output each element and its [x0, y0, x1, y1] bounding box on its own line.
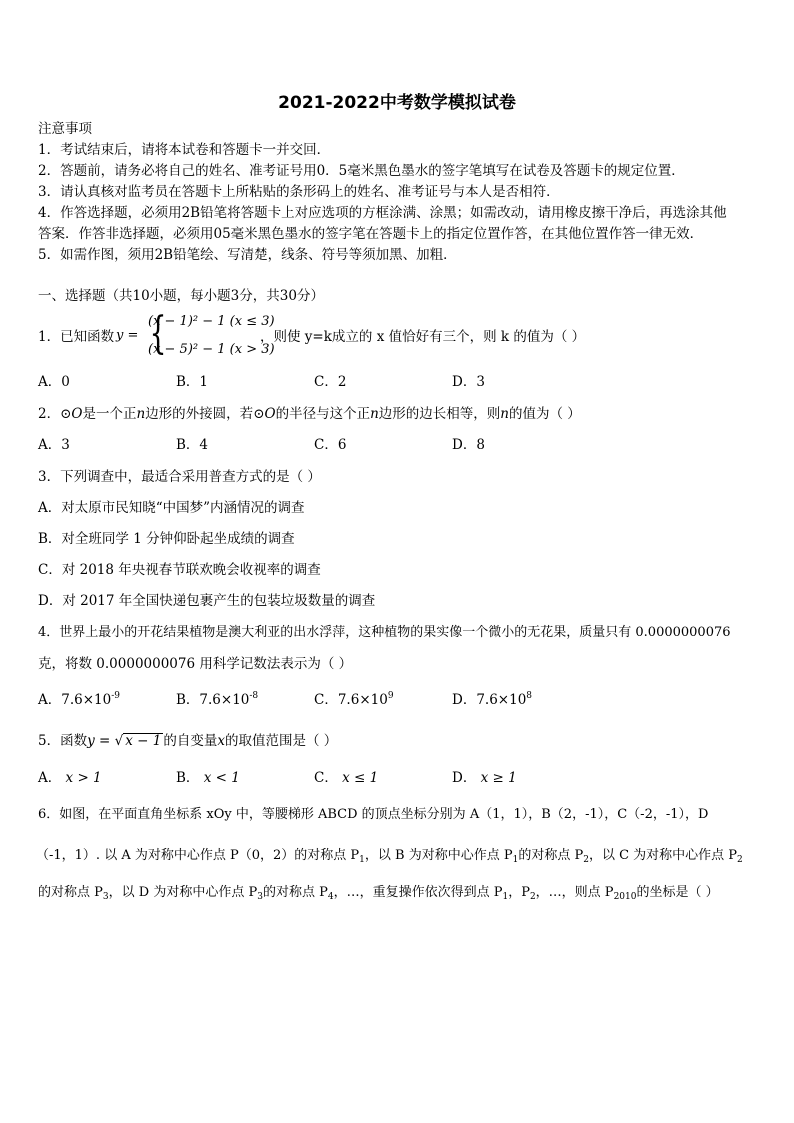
q2-part-3: 边形的外接圆，若: [145, 406, 254, 422]
q6-stem-line-2: [36, 847, 743, 865]
q2-var-n: n: [136, 406, 146, 422]
q3-option-b: B．对全班同学 1 分钟仰卧起坐成绩的调查: [38, 531, 295, 547]
q2-part-4: 的半径与这个正: [275, 406, 371, 422]
q5-var-x: x: [217, 733, 225, 749]
notice-item-5: 5．如需作图，须用2B铅笔绘、写清楚，线条、符号等须加黑、加粗．: [38, 247, 457, 263]
q4-option-a-base: 7.6×10: [61, 692, 112, 708]
q6-sub-2c: 2: [529, 892, 536, 902]
q6-l3-part-g: 的坐标是（ ）: [636, 885, 719, 900]
notice-item-4-cont: 答案．作答非选择题，必须用05毫米黑色墨水的签字笔在答题卡上的指定位置作答，在其他位置作答一律无效．: [38, 226, 704, 242]
q5-mid: 的自变量: [163, 733, 218, 749]
q6-stem-line-1: 6．如图，在平面直角坐标系 xOy 中，等腰梯形 ABCD 的顶点坐标分别为 A（1，1），B（2，-1），C（-2，-1），D: [38, 807, 709, 822]
q6-l2-part-a: （-1，1）. 以 A 为对称中心作点 P（0，2）的对称点 P: [36, 848, 360, 863]
q4-option-a: [38, 691, 120, 709]
q4-option-a-label: A．: [38, 692, 62, 708]
q4-option-c-base: 7.6×10: [337, 692, 388, 708]
q1-option-a: A．0: [38, 374, 70, 390]
q6-sub-1b: 1: [512, 855, 519, 865]
q1-piecewise-function: [116, 308, 275, 361]
q4-option-d-base: 7.6×10: [476, 692, 527, 708]
q4-option-c: [314, 691, 394, 709]
q2-option-b: B．4: [176, 437, 209, 453]
q1-option-c: C．2: [314, 374, 347, 390]
q3-option-d: D．对 2017 年全国快递包裹产生的包装垃圾数量的调查: [38, 593, 376, 609]
q6-l3-part-d: ，…，重复操作依次得到点 P: [333, 885, 503, 900]
q4-option-d-exp: 8: [526, 691, 533, 701]
q1-left-brace: {: [149, 308, 167, 359]
q6-stem-line-3: [38, 884, 719, 902]
notice-item-4: 4．作答选择题，必须用2B铅笔将答题卡上对应选项的方框涂满、涂黑；如需改动，请用橡皮擦干净后，再选涂其他: [38, 205, 727, 221]
q5-option-d-expr: x ≥ 1: [480, 770, 517, 786]
q6-sub-3: 3: [102, 892, 109, 902]
q2-part-1: 2．: [38, 406, 61, 422]
q2-var-n-2: n: [370, 406, 379, 422]
q1-option-d: D．3: [452, 374, 485, 390]
notice-item-2: 2．答题前，请务必将自己的姓名、准考证号用0．5毫米黑色墨水的签字笔填写在试卷及答题卡的规定位置．: [38, 163, 685, 179]
q3-option-c: C．对 2018 年央视春节联欢晚会收视率的调查: [38, 562, 321, 578]
q6-sub-4: 4: [327, 892, 334, 902]
q4-option-b: [176, 691, 258, 709]
q6-sub-2b: 2: [737, 855, 743, 865]
q6-l2-part-b: ，以 B 为对称中心作点 P: [364, 848, 513, 863]
q5-option-a-label: A．: [38, 770, 62, 786]
q5-option-b: [176, 769, 240, 787]
q4-option-b-exp: -8: [249, 691, 259, 701]
q4-stem-line-2: 克，将数 0.0000000076 用科学记数法表示为（ ）: [38, 656, 353, 672]
q6-sub-1: 1: [359, 855, 365, 865]
q5-option-c: [314, 769, 378, 787]
q2-circle-o: ⊙O: [60, 406, 83, 422]
q1-case-2: (x − 5)² − 1 (x > 3): [148, 342, 275, 357]
q1-case-1: (x − 1)² − 1 (x ≤ 3): [148, 314, 275, 329]
q2-part-5: 边形的边长相等，则: [378, 406, 501, 422]
q6-sub-1c: 1: [502, 892, 509, 902]
q6-l2-part-c: 的对称点 P: [518, 848, 584, 863]
q3-option-a: A．对太原市民知晓“中国梦”内涵情况的调查: [38, 500, 305, 516]
q6-sub-2010: 2010: [613, 892, 637, 902]
q5-option-d-label: D．: [452, 770, 477, 786]
q1-prefix: 1．已知函数: [38, 329, 115, 345]
notice-item-3: 3．请认真核对监考员在答题卡上所粘贴的条形码上的姓名、准考证号与本人是否相符．: [38, 184, 560, 200]
q4-option-a-exp: -9: [111, 691, 120, 701]
q5-stem: 5．函数y = √ x − 1 的自变量x的取值范围是（ ）: [38, 733, 338, 749]
q5-lhs: y =: [87, 733, 111, 749]
q5-option-b-label: B．: [176, 770, 200, 786]
q5-prefix: 5．函数: [38, 733, 88, 749]
q1-suffix: ，则使 y=k成立的 x 值恰好有三个，则 k 的值为（ ）: [260, 329, 586, 345]
q2-part-2: 是一个正: [82, 406, 137, 422]
q4-option-d-label: D．: [452, 692, 477, 708]
q2-var-n-3: n: [500, 406, 509, 422]
q4-option-c-exp: 9: [387, 691, 394, 701]
q4-stem-line-1: 4．世界上最小的开花结果植物是澳大利亚的出水浮萍，这种植物的果实像一个微小的无花果，质量只有 0.0000000076: [38, 625, 731, 640]
q3-stem: 3．下列调查中，最适合采用普查方式的是（ ）: [38, 469, 321, 485]
q5-option-d: [452, 769, 517, 787]
q5-option-b-expr: x < 1: [203, 770, 240, 786]
section-heading: 一、选择题（共10小题，每小题3分，共30分）: [38, 288, 324, 304]
page-title: 2021-2022中考数学模拟试卷: [278, 93, 516, 113]
q6-l3-part-f: ，…，则点 P: [535, 885, 614, 900]
q6-l3-part-b: ，以 D 为对称中心作点 P: [108, 885, 258, 900]
q1-option-b: B．1: [176, 374, 209, 390]
q4-option-d: [452, 691, 532, 709]
notice-item-1: 1．考试结束后，请将本试卷和答题卡一并交回．: [38, 142, 331, 158]
q4-option-b-label: B．: [176, 692, 200, 708]
q2-circle-o-2: ⊙O: [253, 406, 276, 422]
q5-radicand: x − 1: [125, 733, 162, 749]
q4-option-b-base: 7.6×10: [199, 692, 250, 708]
q6-sub-2: 2: [583, 855, 589, 865]
q5-option-a: [38, 769, 102, 787]
q2-stem: [38, 405, 581, 423]
q1-function-lhs: y =: [116, 328, 139, 343]
q6-l3-part-c: 的对称点 P: [262, 885, 328, 900]
q5-option-c-expr: x ≤ 1: [342, 770, 379, 786]
q5-option-a-expr: x > 1: [65, 770, 102, 786]
q6-l3-part-e: ，P: [508, 885, 530, 900]
q2-option-a: A．3: [38, 437, 70, 453]
q5-suffix: 的取值范围是（ ）: [224, 733, 338, 749]
q6-l3-part-a: 的对称点 P: [38, 885, 103, 900]
q2-option-c: C．6: [314, 437, 347, 453]
q4-option-c-label: C．: [314, 692, 338, 708]
q2-part-6: 的值为（ ）: [508, 406, 581, 422]
q2-option-d: D．8: [452, 437, 485, 453]
q6-l2-part-d: ，以 C 为对称中心作点 P: [588, 848, 738, 863]
q6-sub-3b: 3: [257, 892, 263, 902]
q5-option-c-label: C．: [314, 770, 338, 786]
notice-heading: 注意事项: [38, 121, 92, 137]
